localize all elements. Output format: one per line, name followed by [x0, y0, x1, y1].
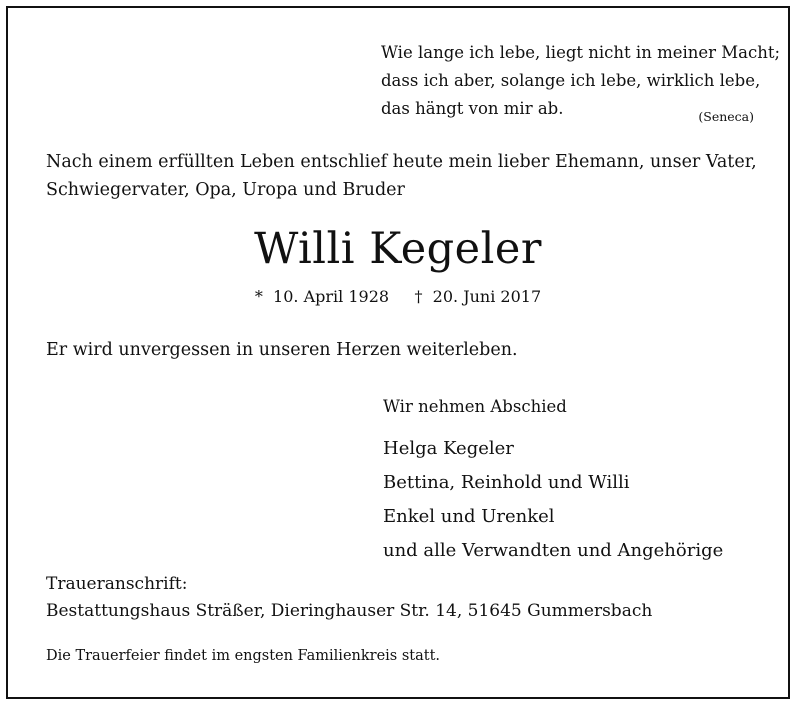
- intro-line: Nach einem erfüllten Leben entschlief heute mein lieber Ehemann, unser Vater,: [46, 152, 757, 172]
- farewell-heading: Wir nehmen Abschied: [383, 397, 567, 416]
- birth-symbol: *: [254, 287, 263, 306]
- family-member: Helga Kegeler: [383, 438, 514, 459]
- quote-line: dass ich aber, solange ich lebe, wirklich lebe,: [381, 71, 761, 90]
- quote-line: das hängt von mir ab.: [381, 99, 564, 118]
- address-value: Bestattungshaus Sträßer, Dieringhauser Str. 14, 51645 Gummersbach: [46, 601, 653, 621]
- death-symbol: †: [414, 287, 423, 306]
- family-member: und alle Verwandten und Angehörige: [383, 540, 724, 561]
- family-member: Bettina, Reinhold und Willi: [383, 472, 630, 493]
- quote-line: Wie lange ich lebe, liegt nicht in meiner Macht;: [381, 43, 781, 62]
- family-member: Enkel und Urenkel: [383, 506, 555, 527]
- memory-line: Er wird unvergessen in unseren Herzen weiterleben.: [46, 340, 518, 360]
- ceremony-note: Die Trauerfeier findet im engsten Familienkreis statt.: [46, 648, 441, 664]
- intro-line: Schwiegervater, Opa, Uropa und Bruder: [46, 180, 405, 200]
- deceased-name: Willi Kegeler: [254, 224, 542, 274]
- address-label: Traueranschrift:: [46, 574, 188, 594]
- birth-date: 10. April 1928: [273, 287, 390, 306]
- death-date: 20. Juni 2017: [432, 287, 542, 306]
- family-list: [383, 432, 723, 568]
- obituary-notice: [6, 6, 790, 699]
- quote-source: (Seneca): [698, 109, 754, 124]
- life-dates: [8, 285, 788, 309]
- intro-text: [46, 148, 757, 204]
